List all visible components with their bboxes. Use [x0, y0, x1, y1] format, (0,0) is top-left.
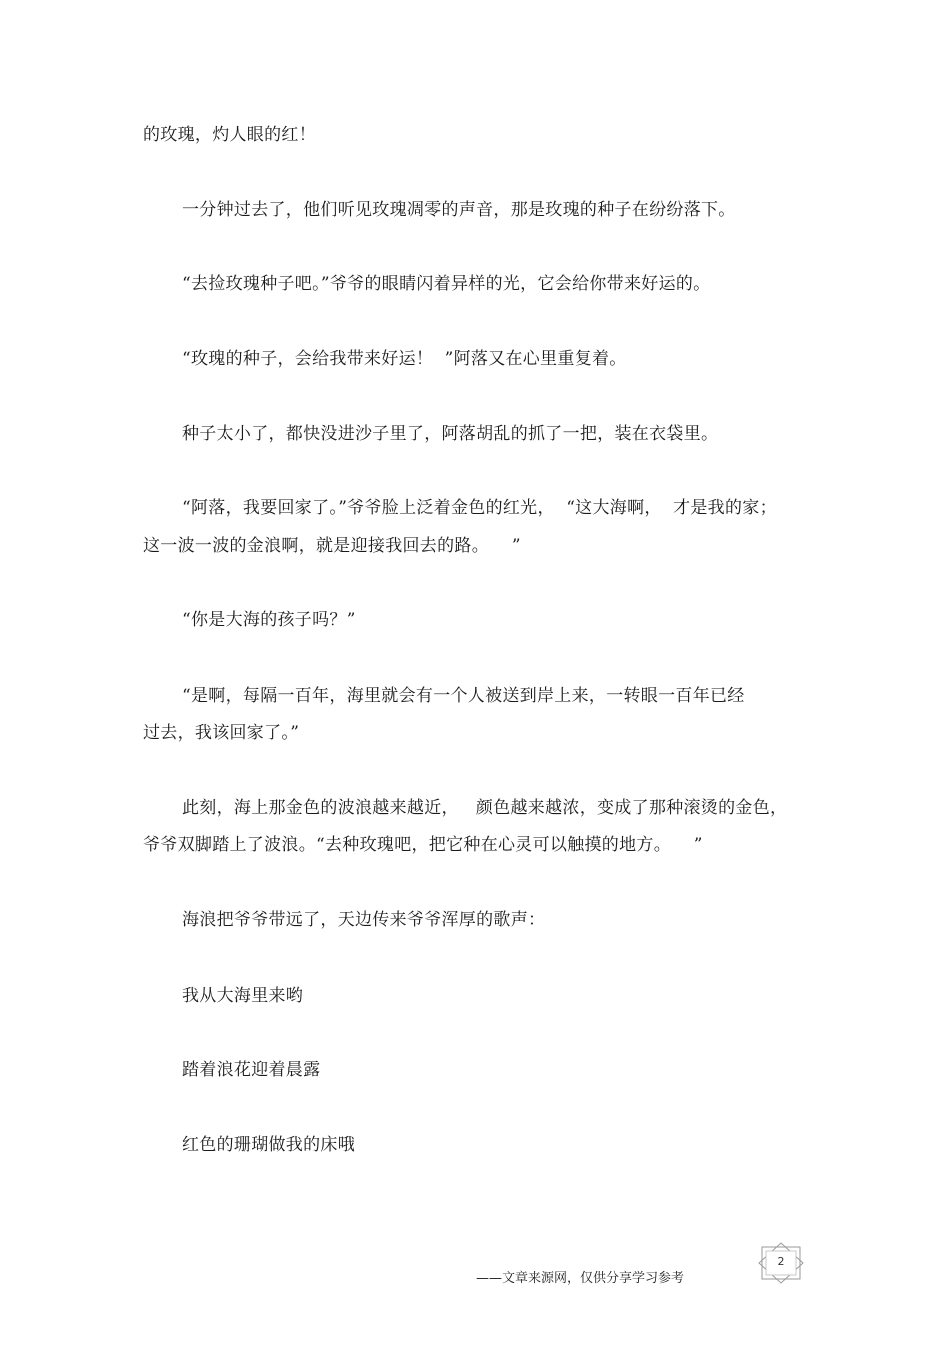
page-number: 2: [777, 1255, 785, 1268]
paragraph-line: 种子太小了，都快没进沙子里了，阿落胡乱的抓了一把，装在衣袋里。: [182, 424, 719, 444]
poem-line: 我从大海里来哟: [182, 986, 304, 1006]
text-line: 爷爷双脚踏上了波浪。“去种玫瑰吧，把它种在心灵可以触摸的地方。 ”: [143, 835, 703, 855]
source-note: ——文章来源网，仅供分享学习参考: [476, 1271, 685, 1286]
paragraph-line: “是啊，每隔一百年，海里就会有一个人被送到岸上来，一转眼一百年已经: [182, 686, 745, 706]
paragraph-line: “你是大海的孩子吗？”: [182, 610, 356, 630]
text-line: 这一波一波的金浪啊，就是迎接我回去的路。 ”: [143, 536, 521, 556]
text-line: 过去，我该回家了。”: [143, 723, 300, 743]
paragraph-line: “玫瑰的种子，会给我带来好运！ ”阿落又在心里重复着。: [182, 349, 627, 369]
page-number-badge: [756, 1242, 806, 1284]
paragraph-line: 海浪把爷爷带远了，天边传来爷爷浑厚的歌声：: [182, 910, 546, 930]
paragraph-line: “阿落，我要回家了。”爷爷脸上泛着金色的红光， “这大海啊， 才是我的家；: [182, 498, 777, 518]
poem-line: 红色的珊瑚做我的床哦: [182, 1135, 355, 1155]
paragraph-line: “去捡玫瑰种子吧。”爷爷的眼睛闪着异样的光，它会给你带来好运的。: [182, 274, 711, 294]
paragraph-line: 一分钟过去了，他们听见玫瑰凋零的声音，那是玫瑰的种子在纷纷落下。: [182, 200, 736, 220]
text-line: 的玫瑰，灼人眼的红！: [143, 125, 316, 145]
paragraph-line: 此刻，海上那金色的波浪越来越近， 颜色越来越浓，变成了那种滚烫的金色，: [182, 798, 788, 818]
poem-line: 踏着浪花迎着晨露: [182, 1060, 321, 1080]
